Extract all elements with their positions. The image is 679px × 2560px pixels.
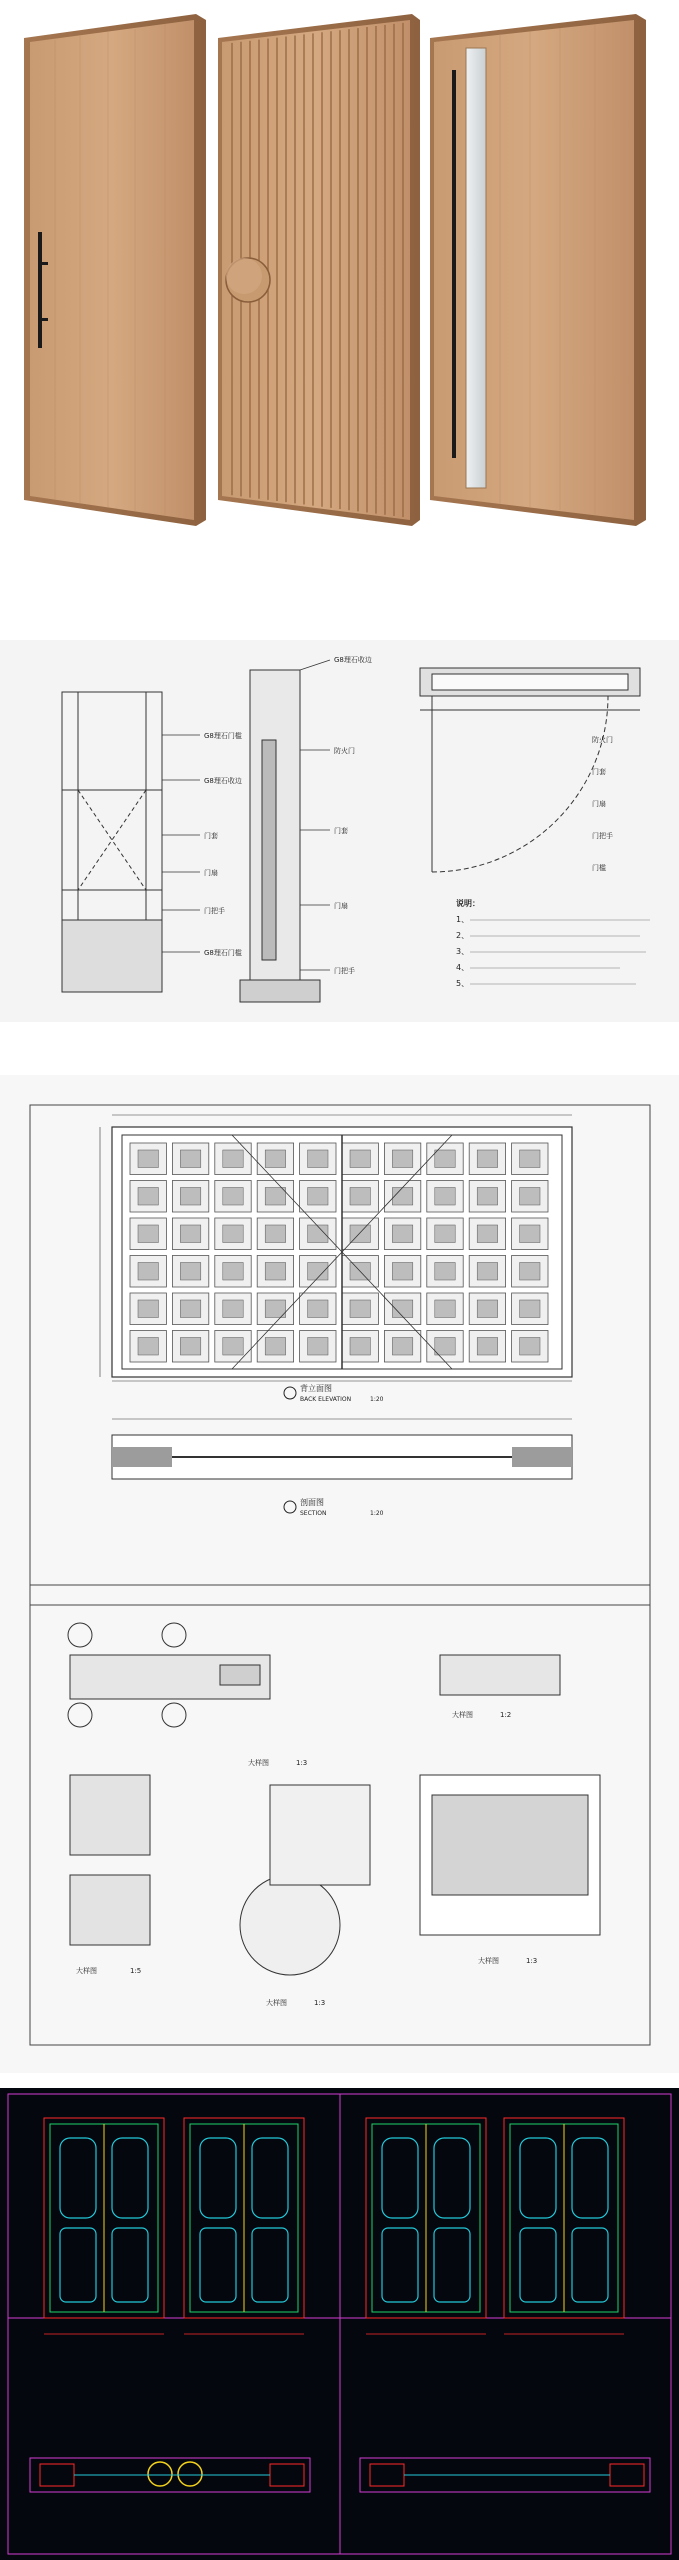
grid-inset [265, 1263, 285, 1281]
grid-inset [138, 1300, 158, 1318]
callout-text: 门扇 [334, 902, 348, 910]
note-line: 2、 [456, 931, 470, 940]
grid-inset [520, 1188, 540, 1206]
back-elevation-scale: 1:20 [370, 1396, 384, 1403]
cad-elevation-sheet [0, 2088, 679, 2560]
grid-inset [265, 1150, 285, 1168]
note-line: 5、 [456, 979, 470, 988]
callout-text: 门把手 [204, 907, 225, 915]
grid-inset [477, 1263, 497, 1281]
grid-inset [180, 1300, 200, 1318]
entry-door-detail-sheet [0, 640, 679, 1022]
detail-scale: 1:3 [526, 1957, 538, 1965]
grid-inset [223, 1188, 243, 1206]
callout-text: 门套 [204, 832, 218, 840]
grid-inset [223, 1225, 243, 1243]
grid-inset [138, 1338, 158, 1356]
back-elevation-title-cn: 背立面图 [300, 1384, 332, 1393]
grid-inset [138, 1150, 158, 1168]
elevation-detail-sheet [0, 1075, 679, 2073]
fluted-oak-door [218, 14, 420, 526]
grid-inset [180, 1263, 200, 1281]
grid-inset [180, 1338, 200, 1356]
grid-inset [392, 1150, 412, 1168]
entry-door-detail-svg [0, 640, 679, 1022]
callout-text: 门槛 [592, 864, 606, 872]
callout-text: 门套 [592, 768, 606, 776]
grid-inset [520, 1338, 540, 1356]
section-title-cn: 剖面图 [300, 1498, 324, 1507]
grid-inset [223, 1338, 243, 1356]
grid-inset [520, 1150, 540, 1168]
note-line: 3、 [456, 947, 470, 956]
back-elevation-title-en: BACK ELEVATION [300, 1396, 352, 1403]
grid-inset [435, 1225, 455, 1243]
grid-inset [435, 1263, 455, 1281]
elevation-detail-svg [0, 1075, 679, 2073]
notes-title: 说明： [456, 899, 480, 908]
grid-inset [392, 1338, 412, 1356]
detail-scale: 1:3 [314, 1999, 326, 2007]
long-handle-icon [452, 70, 456, 458]
grid-inset [308, 1300, 328, 1318]
grid-inset [138, 1263, 158, 1281]
grid-inset [308, 1150, 328, 1168]
grid-inset [180, 1188, 200, 1206]
detail-scale: 1:5 [130, 1967, 142, 1975]
note-line: 4、 [456, 963, 470, 972]
detail-title: 大样图 [478, 1957, 499, 1965]
detail-title: 大样图 [452, 1711, 473, 1719]
callout-text: G8理石门槛 [204, 949, 242, 957]
callout-text: 门扇 [592, 800, 606, 808]
callout-text: 门套 [334, 827, 348, 835]
grid-inset [435, 1300, 455, 1318]
callout-text: 防火门 [592, 736, 613, 744]
grid-inset [435, 1188, 455, 1206]
grid-inset [392, 1225, 412, 1243]
cad-elevation-svg [0, 2088, 679, 2560]
grid-inset [223, 1300, 243, 1318]
callout-text: G8理石收边 [334, 656, 372, 664]
grid-inset [308, 1338, 328, 1356]
grid-inset [223, 1150, 243, 1168]
callout-text: G8理石门槛 [204, 732, 242, 740]
grid-inset [223, 1263, 243, 1281]
callout-text: 门扇 [204, 869, 218, 877]
grid-inset [477, 1338, 497, 1356]
grid-inset [392, 1188, 412, 1206]
callout-text: 防火门 [334, 747, 355, 755]
grid-inset [350, 1150, 370, 1168]
section-scale: 1:20 [370, 1510, 384, 1517]
grid-inset [477, 1300, 497, 1318]
grid-inset [180, 1150, 200, 1168]
grid-inset [265, 1188, 285, 1206]
grid-inset [265, 1338, 285, 1356]
grid-inset [350, 1300, 370, 1318]
grid-inset [138, 1188, 158, 1206]
grid-inset [350, 1188, 370, 1206]
grid-inset [180, 1225, 200, 1243]
grid-inset [520, 1225, 540, 1243]
grid-inset [477, 1225, 497, 1243]
door-renderings-svg [0, 0, 679, 560]
grid-inset [435, 1150, 455, 1168]
door-renderings [0, 0, 679, 560]
grid-inset [520, 1300, 540, 1318]
callout-text: 门把手 [334, 967, 355, 975]
grid-inset [392, 1263, 412, 1281]
callout-text: G8理石收边 [204, 777, 242, 785]
handle-bar-icon [38, 232, 42, 348]
grid-inset [350, 1338, 370, 1356]
grid-inset [477, 1188, 497, 1206]
flush-oak-door [24, 14, 206, 526]
grid-inset [520, 1263, 540, 1281]
detail-scale: 1:3 [296, 1759, 308, 1767]
grid-inset [477, 1150, 497, 1168]
grid-inset [265, 1225, 285, 1243]
grid-inset [308, 1188, 328, 1206]
glass-strip [466, 48, 486, 488]
detail-scale: 1:2 [500, 1711, 512, 1719]
callout-text: 门把手 [592, 832, 613, 840]
detail-title: 大样图 [266, 1999, 287, 2007]
grid-inset [138, 1225, 158, 1243]
section-title-en: SECTION [300, 1510, 327, 1517]
detail-title: 大样图 [248, 1759, 269, 1767]
oak-door-with-glass-strip [430, 14, 646, 526]
detail-title: 大样图 [76, 1967, 97, 1975]
note-line: 1、 [456, 915, 470, 924]
back-elevation-drawing [112, 1127, 572, 1377]
grid-inset [435, 1338, 455, 1356]
